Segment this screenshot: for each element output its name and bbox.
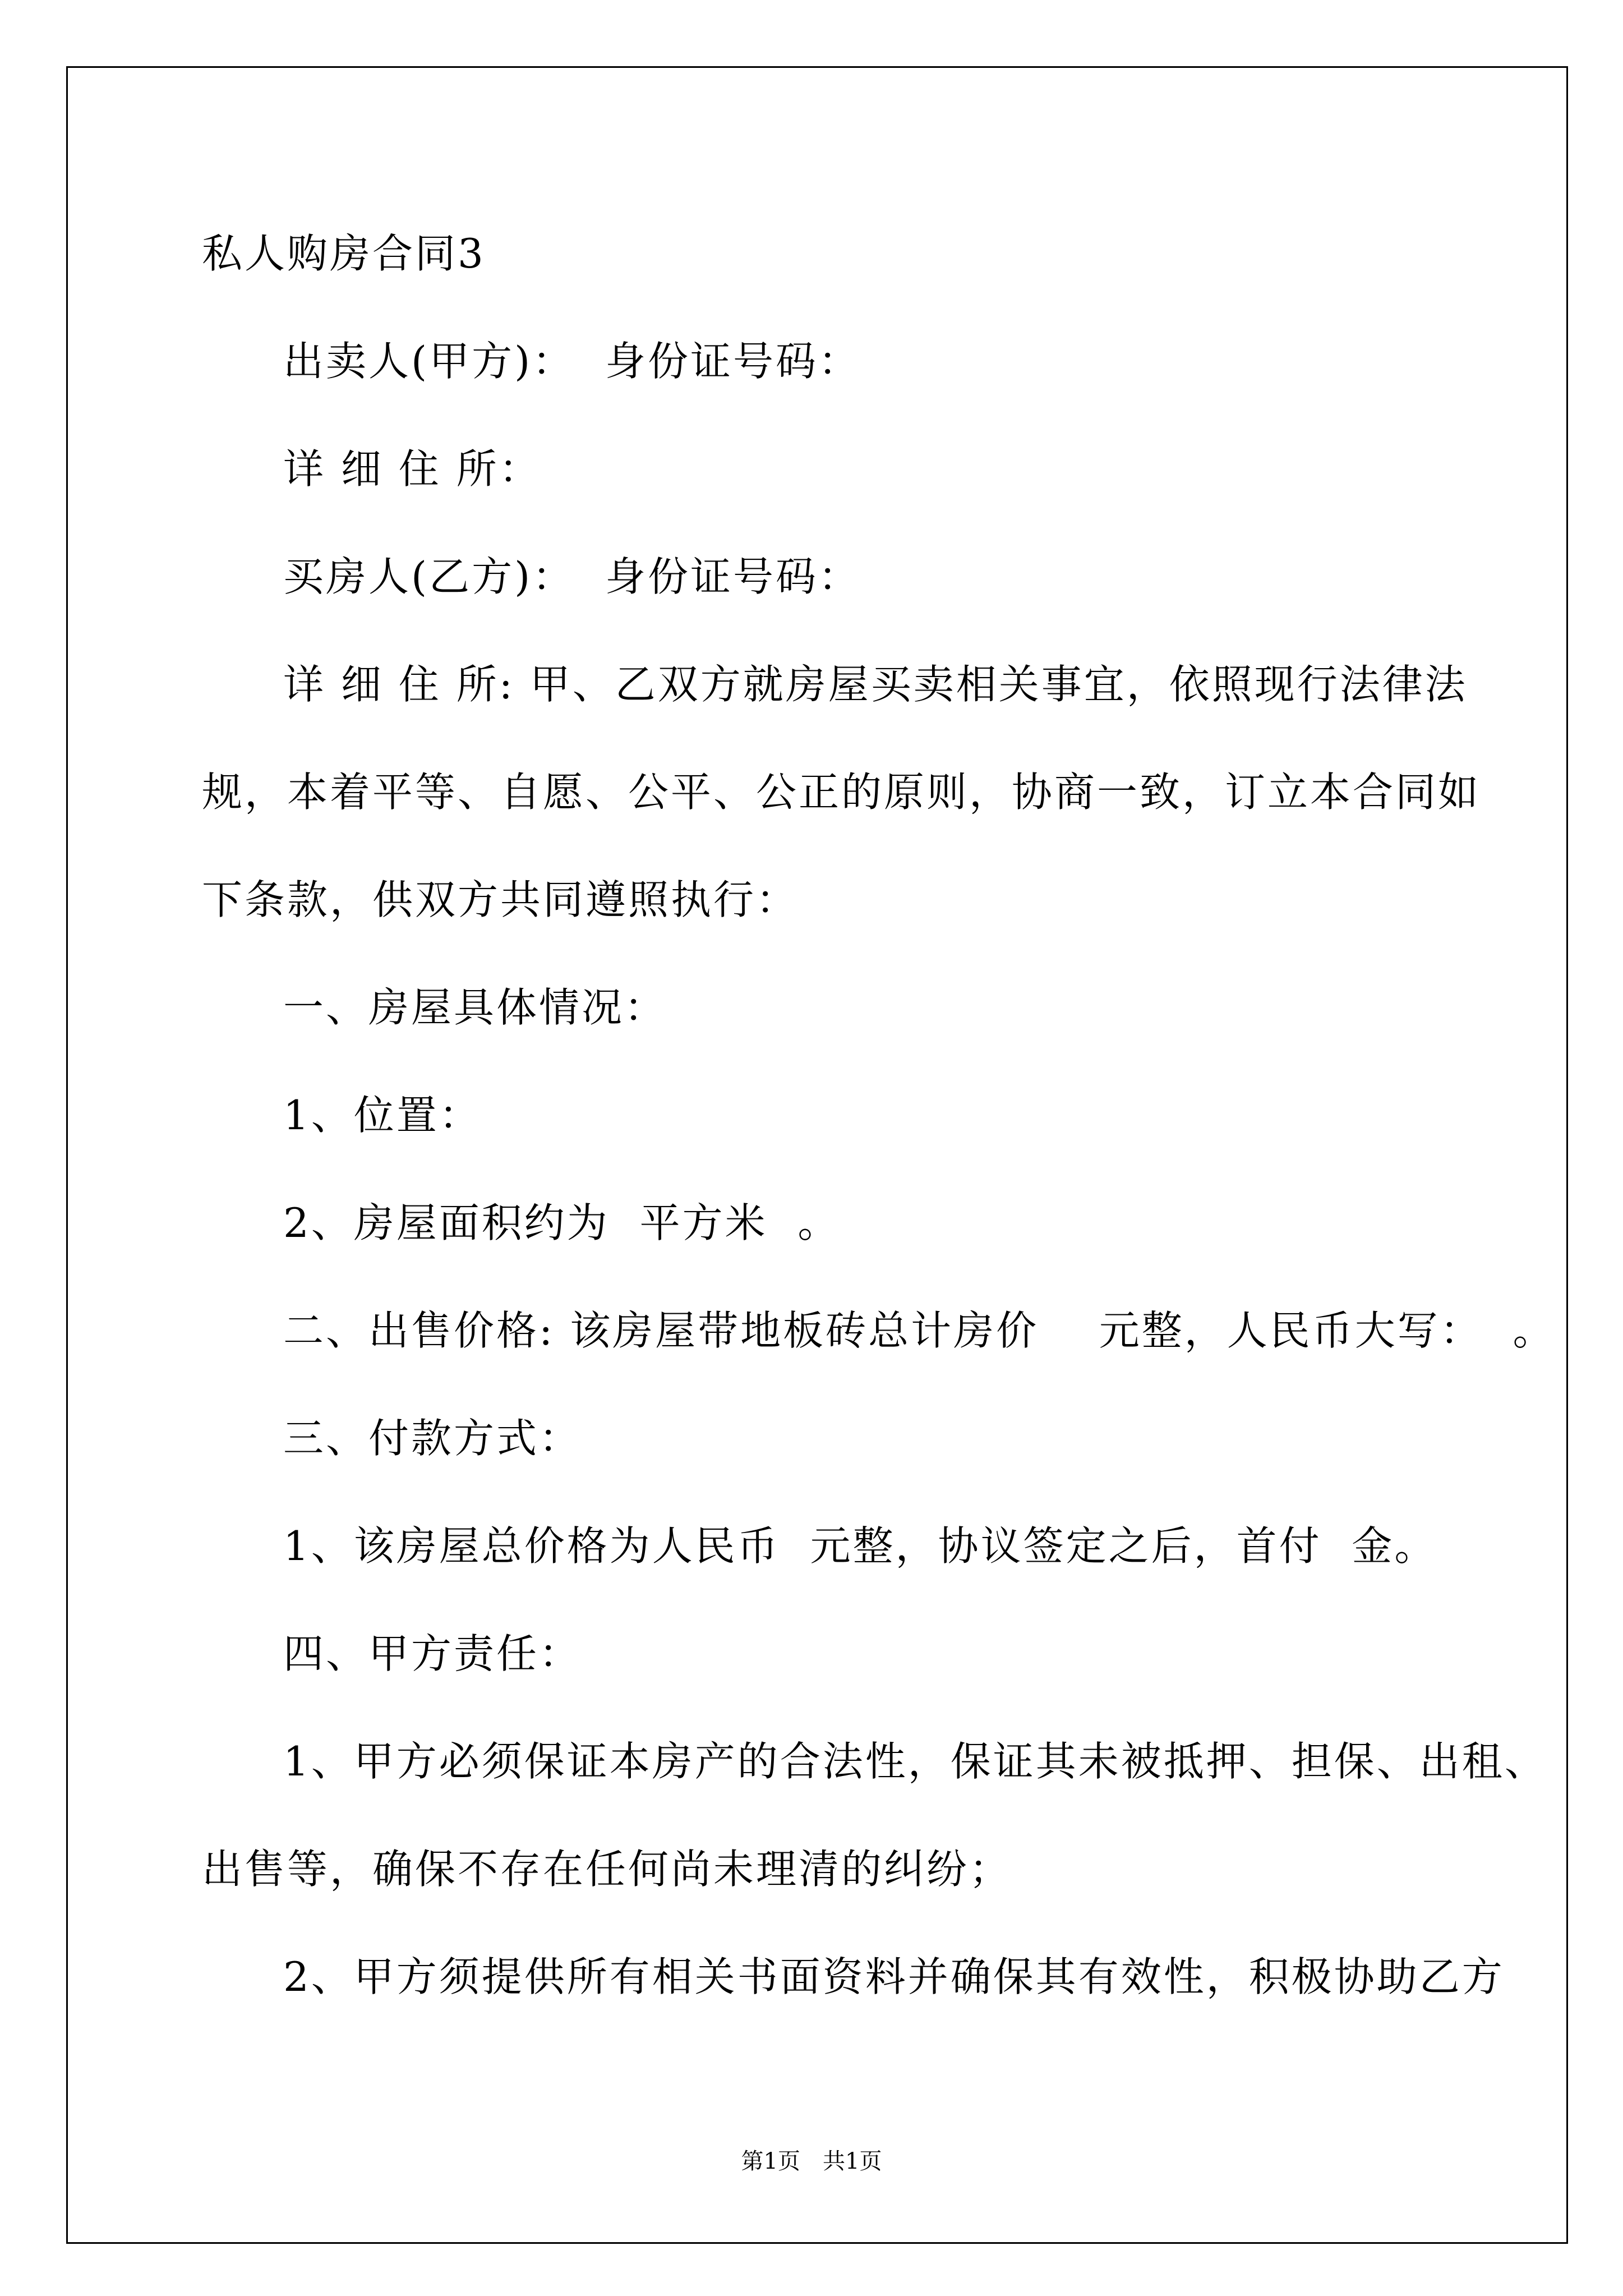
- clause-line: 2、甲方须提供所有相关书面资料并确保其有效性，积极协助乙方: [283, 1953, 1505, 2000]
- paragraph-line: 详 细 住 所: 甲、乙双方就房屋买卖相关事宜，依照现行法律法: [283, 661, 1468, 708]
- document-body: [0, 200, 1623, 2031]
- seller-line: 出卖人(甲方)： 身份证号码：: [283, 338, 861, 385]
- clause-line: 1、甲方必须保证本房产的合法性，保证其未被抵押、担保、出租、: [283, 1738, 1547, 1785]
- section-heading: 二、出售价格: 该房屋带地板砖总计房价 元整，人民币大写： 。: [283, 1307, 1556, 1354]
- seller-address-line: 详 细 住 所：: [283, 445, 542, 493]
- section-heading: 三、付款方式：: [283, 1415, 582, 1462]
- clause-line: 出售等，确保不存在任何尚未理清的纠纷；: [202, 1846, 1012, 1893]
- buyer-line: 买房人(乙方)： 身份证号码：: [283, 553, 861, 600]
- clause-line: 1、该房屋总价格为人民币 元整，协议签定之后，首付 金。: [283, 1522, 1437, 1570]
- paragraph-line: 规，本着平等、自愿、公平、公正的原则，协商一致，订立本合同如: [202, 769, 1481, 816]
- section-heading: 四、甲方责任：: [283, 1630, 582, 1677]
- paragraph-line: 下条款，供双方共同遵照执行：: [202, 876, 799, 923]
- section-heading: 一、房屋具体情况：: [283, 984, 667, 1031]
- contract-title: 私人购房合同3: [202, 230, 486, 277]
- clause-line: 1、位置：: [283, 1092, 482, 1139]
- page-footer: 第1页 共1页: [741, 2148, 882, 2174]
- clause-line: 2、房屋面积约为 平方米 。: [283, 1199, 841, 1246]
